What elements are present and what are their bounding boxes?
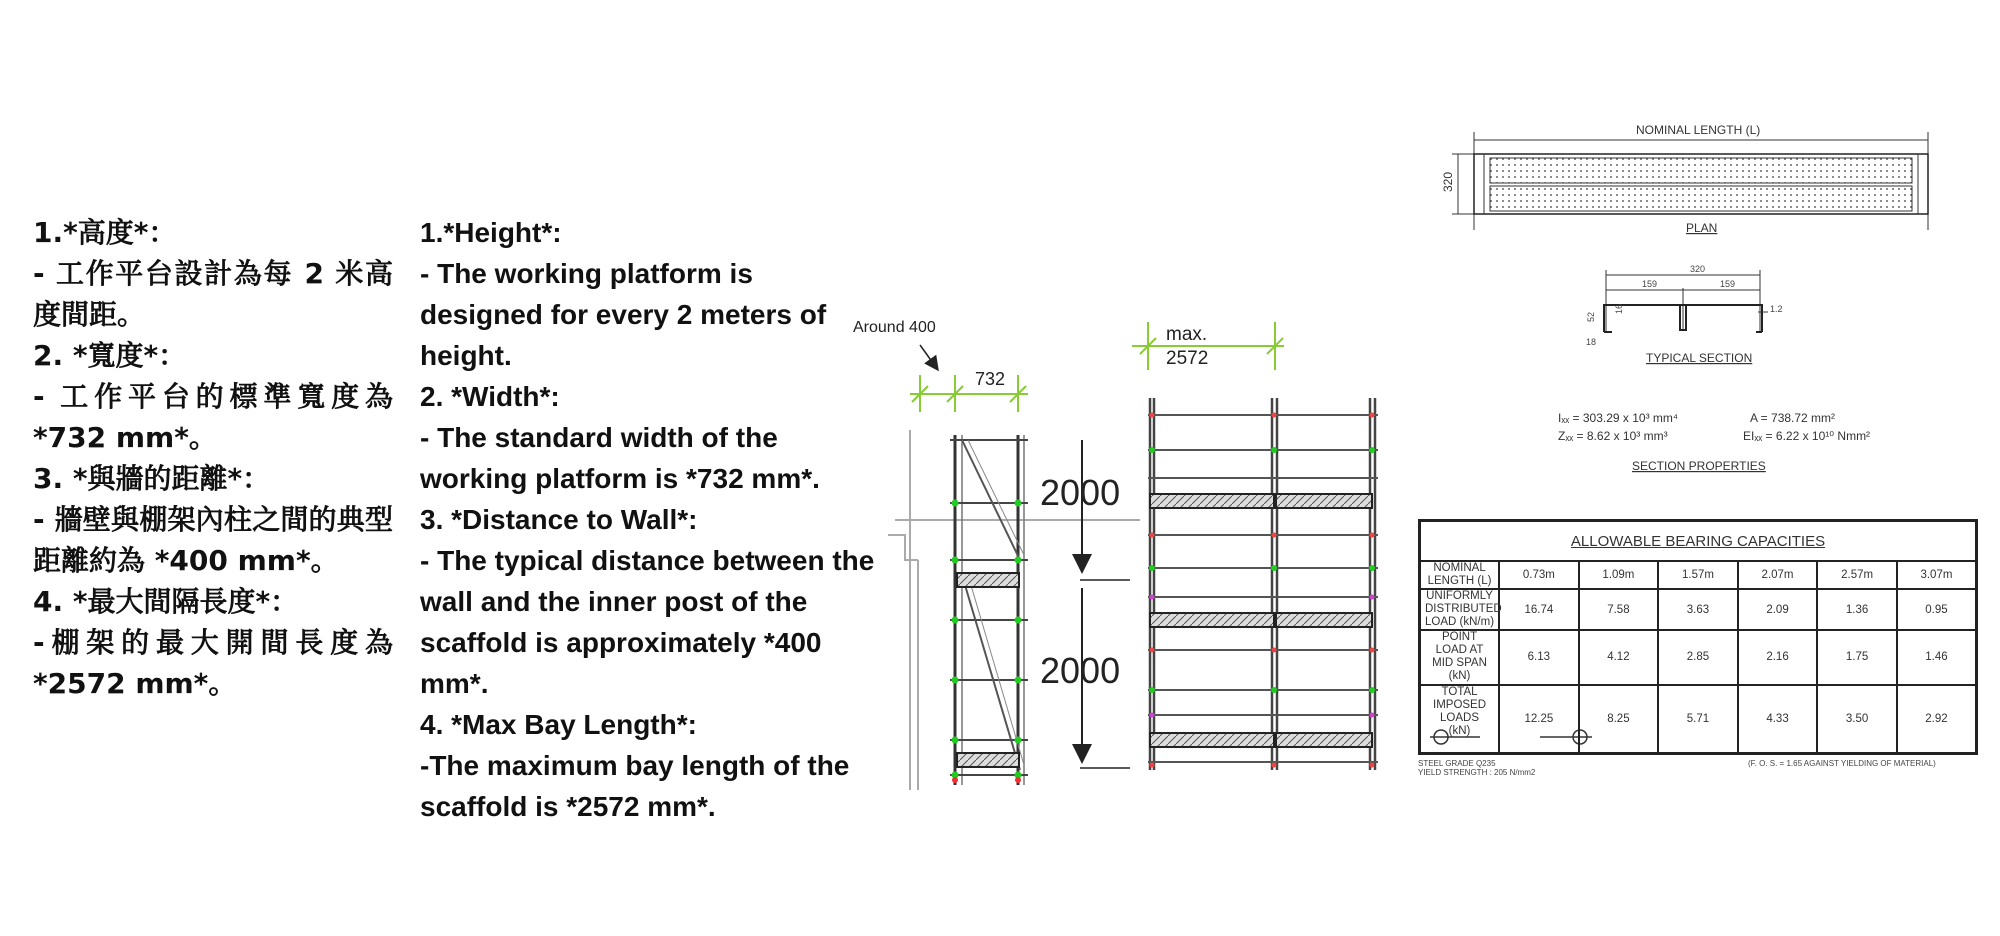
value-cell: 8.25 <box>1579 685 1659 754</box>
en-text-height: - The working platform is designed for every 2 meters of height. <box>420 258 827 371</box>
section-total-dim: 320 <box>1690 264 1706 274</box>
table-title-cell <box>1420 521 1977 562</box>
value-cell: 12.25 <box>1499 685 1579 754</box>
note-grade: STEEL GRADE Q235 <box>1418 759 1496 768</box>
around-400-label: Around 400 <box>853 319 936 336</box>
length-cell: 0.73m <box>1499 561 1579 589</box>
height-label-bottom: 2000 <box>1040 650 1121 691</box>
row-label-total-loads <box>1420 685 1500 754</box>
length-cell: 3.07m <box>1897 561 1977 589</box>
value-cell: 2.09 <box>1738 589 1818 630</box>
prop-eixx: EIₓₓ = 6.22 x 10¹⁰ Nmm² <box>1743 429 1871 443</box>
zh-heading-distance: 3. *與牆的距離*： <box>33 462 271 495</box>
note-yield: YIELD STRENGTH : 205 N/mm2 <box>1418 768 1536 777</box>
section-half-left: 159 <box>1642 279 1658 289</box>
en-text-bay: -The maximum bay length of the scaffold is *2572 mm*. <box>420 750 850 822</box>
note-fos: (F. O. S. = 1.65 AGAINST YIELDING OF MATERIAL) <box>1748 759 1936 768</box>
front-view-diagram <box>1132 322 1378 770</box>
row-label-udl: UNIFORMLY DISTRIBUTED LOAD (kN/m) <box>1420 589 1500 630</box>
section-half-right: 159 <box>1720 279 1736 289</box>
plan-width-dim: 320 <box>1441 171 1455 192</box>
zh-text-height: - 工作平台設計為每 2 米高度間距。 <box>33 257 393 331</box>
section-h-dim: 52 <box>1586 311 1596 322</box>
table-row <box>1420 630 1977 684</box>
side-view-diagram <box>853 319 1140 790</box>
zh-text-distance: - 牆壁與棚架內柱之間的典型距離約為 *400 mm*。 <box>33 503 393 577</box>
table-row <box>1420 685 1977 754</box>
section-caption: TYPICAL SECTION <box>1646 351 1753 365</box>
plan-caption: PLAN <box>1686 221 1718 235</box>
en-heading-width: 2. *Width*: <box>420 381 560 412</box>
en-heading-bay: 4. *Max Bay Length*: <box>420 709 697 740</box>
height-label-top: 2000 <box>1040 472 1121 513</box>
plan-drawing <box>1441 123 1928 235</box>
value-cell: 2.85 <box>1658 630 1738 684</box>
typical-section-drawing <box>1586 264 1783 365</box>
row-label-total-line1: TOTAL IMPOSED LOADS <box>1433 685 1487 724</box>
section-small-dim: 18 <box>1586 337 1597 347</box>
table-header-label: NOMINAL LENGTH (L) <box>1420 561 1500 589</box>
value-cell: 2.16 <box>1738 630 1818 684</box>
section-lip-dim: 16 <box>1614 303 1624 314</box>
zh-heading-width: 2. *寬度*： <box>33 339 187 372</box>
value-cell: 1.46 <box>1897 630 1977 684</box>
side-width-label: 732 <box>975 369 1006 389</box>
value-cell: 3.50 <box>1817 685 1897 754</box>
section-thk: 1.2 <box>1770 304 1783 314</box>
max-label-line2: 2572 <box>1166 348 1209 369</box>
value-cell: 4.12 <box>1579 630 1659 684</box>
length-cell: 1.57m <box>1658 561 1738 589</box>
zh-text-width: - 工作平台的標準寬度為 *732 mm*。 <box>33 380 393 454</box>
en-heading-distance: 3. *Distance to Wall*: <box>420 504 698 535</box>
properties-caption: SECTION PROPERTIES <box>1632 459 1766 473</box>
length-cell: 1.09m <box>1579 561 1659 589</box>
table-footnote-left <box>1418 759 1535 777</box>
value-cell: 7.58 <box>1579 589 1659 630</box>
nominal-length-label: NOMINAL LENGTH (L) <box>1636 123 1761 137</box>
row-label-point-load: POINT LOAD AT MID SPAN (kN) <box>1420 630 1500 684</box>
section-properties <box>1558 411 1870 473</box>
prop-ixx: Iₓₓ = 303.29 x 10³ mm⁴ <box>1558 411 1679 425</box>
max-label-line1: max. <box>1166 324 1208 345</box>
value-cell: 4.33 <box>1738 685 1818 754</box>
table-row <box>1420 561 1977 589</box>
prop-area: A = 738.72 mm² <box>1750 411 1836 425</box>
value-cell: 1.75 <box>1817 630 1897 684</box>
length-cell: 2.57m <box>1817 561 1897 589</box>
value-cell: 0.95 <box>1897 589 1977 630</box>
value-cell: 2.92 <box>1897 685 1977 754</box>
allowable-bearing-capacities-table <box>1418 519 1978 755</box>
row-label-total-line2: (kN) <box>1448 724 1471 737</box>
prop-zxx: Zₓₓ = 8.62 x 10³ mm³ <box>1558 429 1668 443</box>
zh-heading-bay: 4. *最大間隔長度*： <box>33 585 299 618</box>
table-title: ALLOWABLE BEARING CAPACITIES <box>1570 532 1826 550</box>
value-cell: 5.71 <box>1658 685 1738 754</box>
zh-text-bay: -棚架的最大開間長度為 *2572 mm*。 <box>33 626 393 700</box>
value-cell: 6.13 <box>1499 630 1579 684</box>
en-text-distance: - The typical distance between the wall and the inner post of the scaffold is approximately *400 mm*. <box>420 545 875 699</box>
table-row <box>1420 589 1977 630</box>
en-text-width: - The standard width of the working platform is *732 mm*. <box>420 422 820 494</box>
length-cell: 2.07m <box>1738 561 1818 589</box>
value-cell: 1.36 <box>1817 589 1897 630</box>
en-heading-height: 1.*Height*: <box>420 217 562 248</box>
value-cell: 16.74 <box>1499 589 1579 630</box>
value-cell: 3.63 <box>1658 589 1738 630</box>
zh-heading-height: 1.*高度*： <box>33 216 177 249</box>
